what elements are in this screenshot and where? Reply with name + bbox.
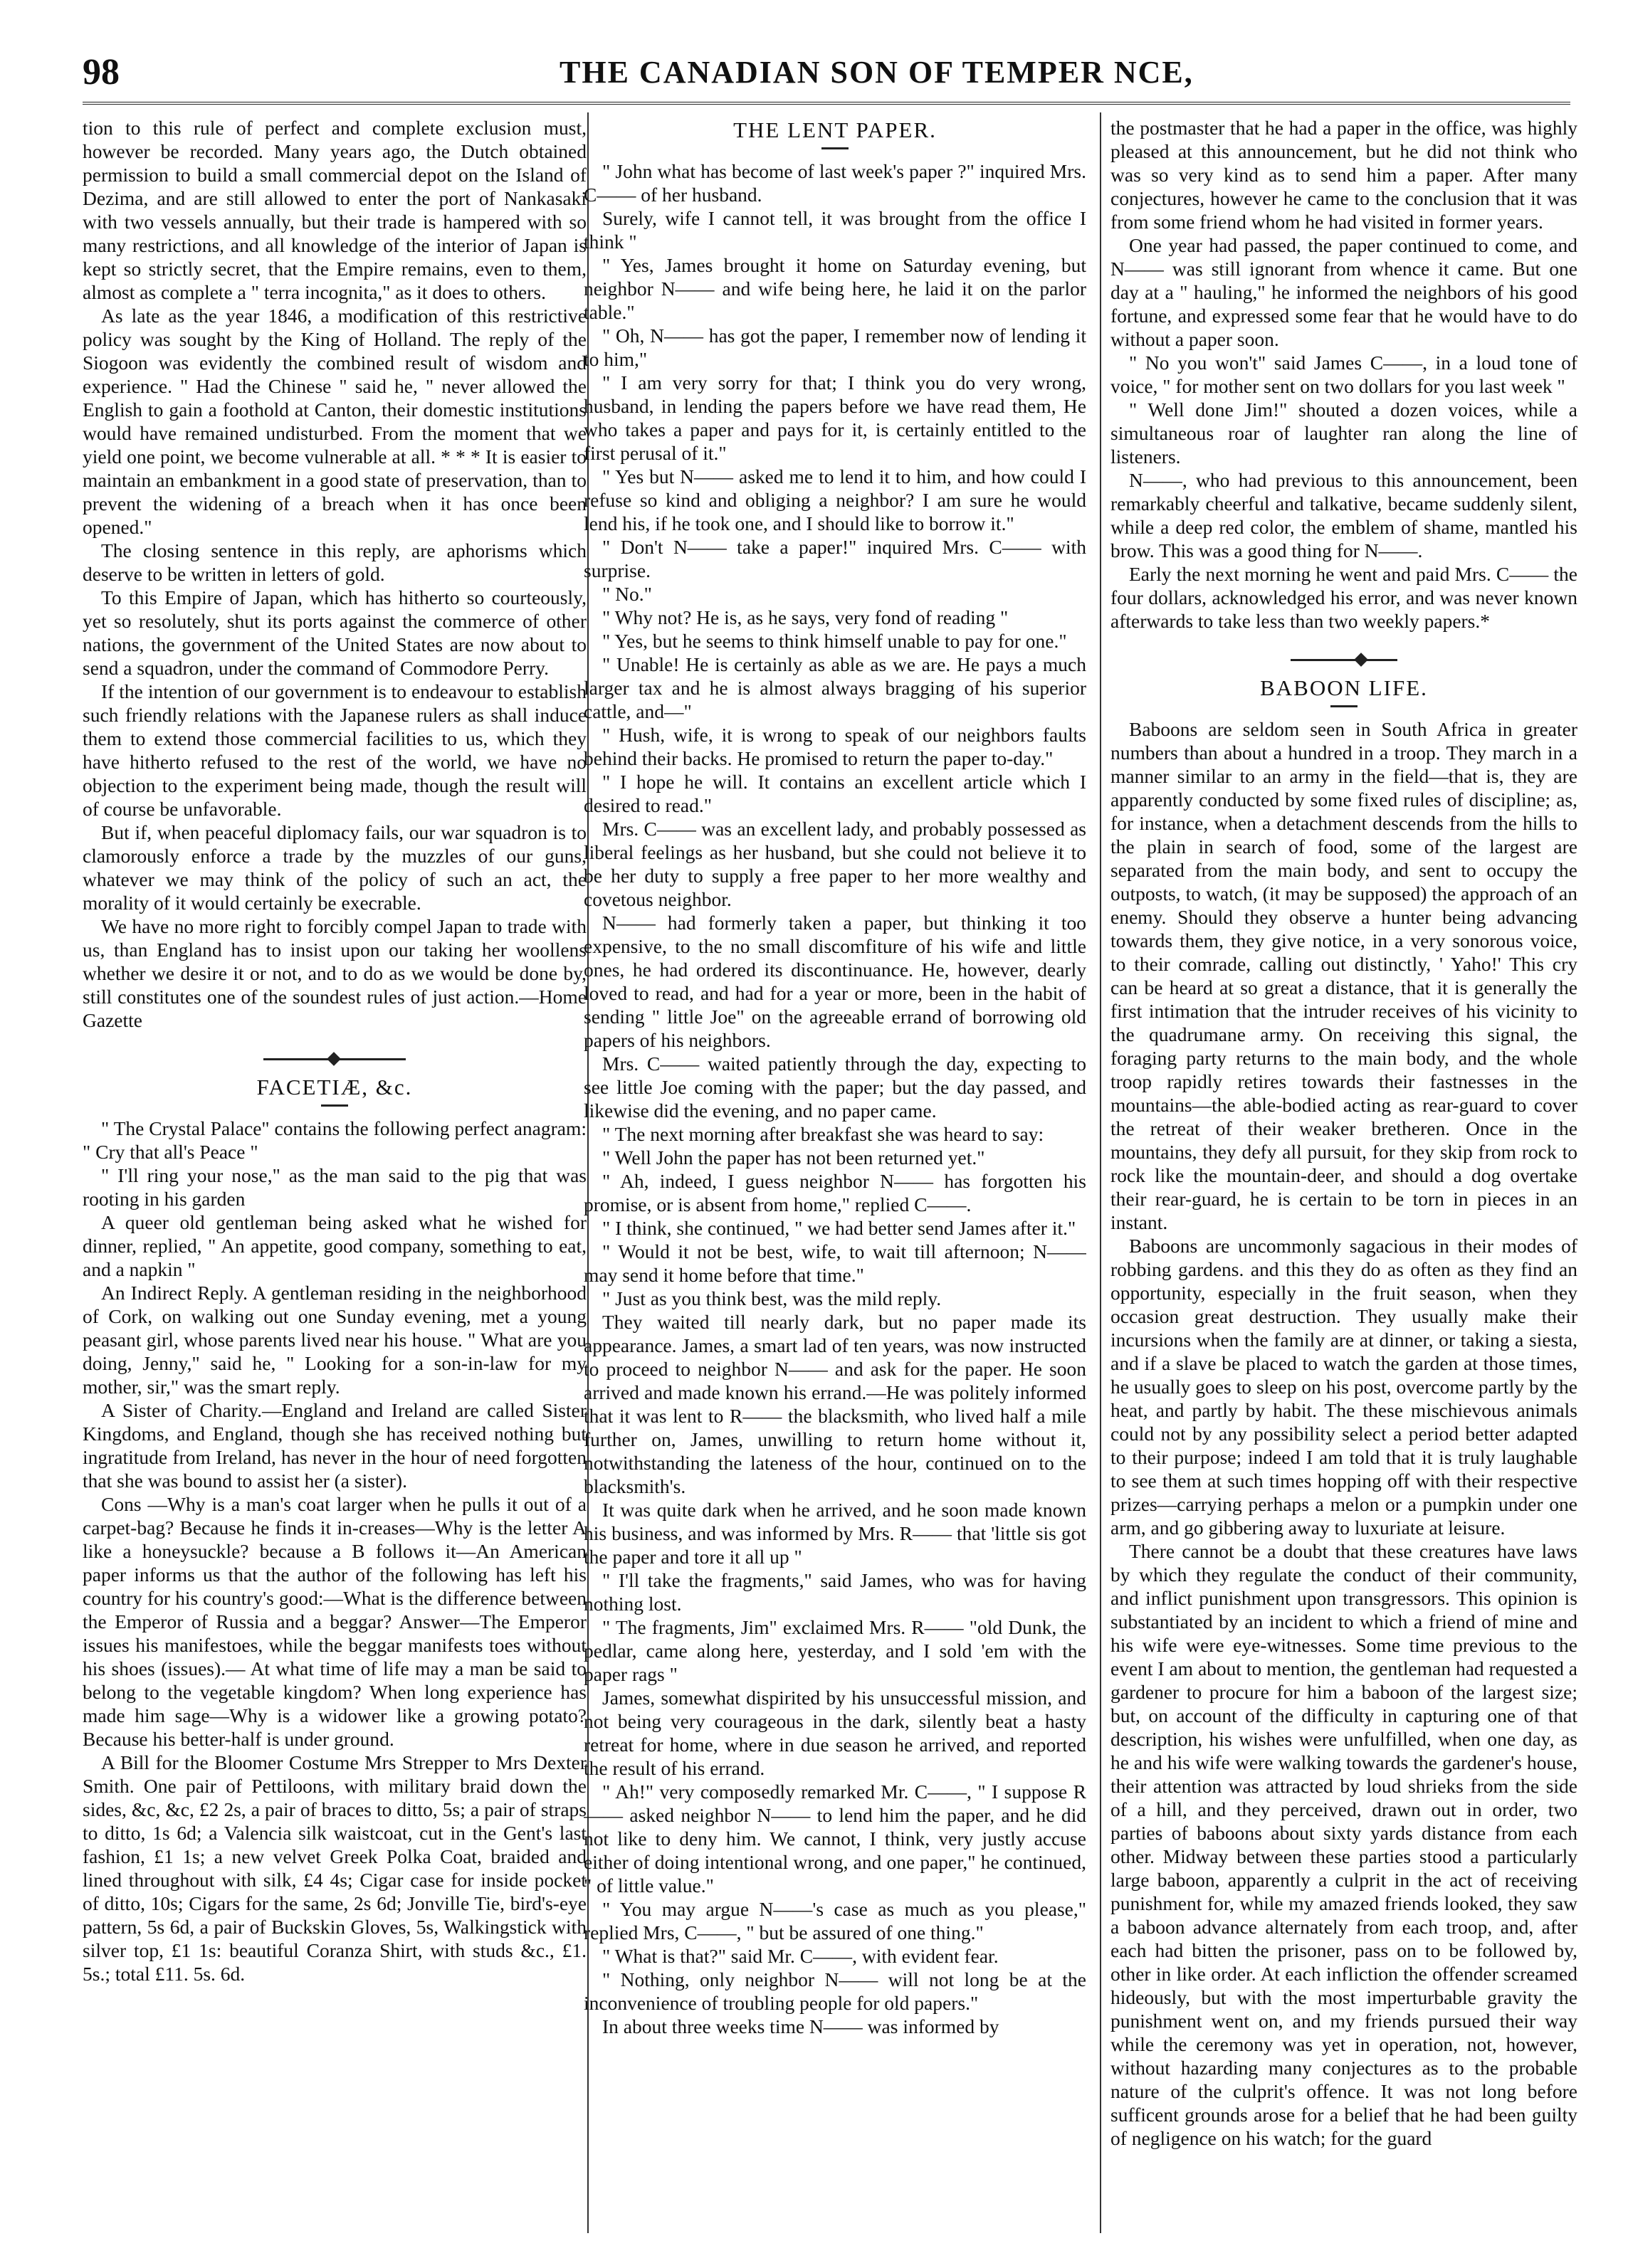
paragraph: It was quite dark when he arrived, and he soon made known his business, and was informed by Mrs. R—— that 'little sis got the paper and tore it all up "	[584, 1499, 1086, 1568]
paragraph: " I'll ring your nose," as the man said to the pig that was rooting in his garden	[83, 1164, 587, 1210]
paragraph: They waited till nearly dark, but no paper made its appearance. James, a smart lad of ten years, was now instructed to proceed to neighbor N—— and ask for the paper. He soon arrived and made known his errand.—He was politely informed that it was lent to R—— the blacksmith, who lived half a mile further on, James, unwilling to return home without it, notwithstanding the lateness of the hour, continued on to the blacksmith's.	[584, 1311, 1086, 1497]
paragraph: " Oh, N—— has got the paper, I remember now of lending it to him,"	[584, 325, 1086, 370]
heading-dash	[1330, 705, 1357, 707]
paragraph: " The fragments, Jim" exclaimed Mrs. R—— "old Dunk, the pedlar, came along here, yesterday, and I sold 'em with the paper rags "	[584, 1616, 1086, 1685]
paragraph: To this Empire of Japan, which has hitherto so courteously, yet so resolutely, shut its ports against the commerce of other nations, the government of the United States are now about to send a squadron, under the command of Commodore Perry.	[83, 586, 587, 679]
paragraph: A Bill for the Bloomer Costume Mrs Strepper to Mrs Dexter Smith. One pair of Pettiloons, with military braid down the sides, &c, &c, £2 2s, a pair of braces to ditto, 5s; a pair of straps to ditto, 1s 6d; a Valencia silk waistcoat, cut in the Gent's last fashion, £1 1s; a new velvet Greek Polka Coat, braided and lined throughout with silk, £4 4s; Cigar case for inside pocket of ditto, 10s; Cigars for the same, 2s 6d; Jonville Tie, bird's-eye pattern, 5s 6d, a pair of Buckskin Gloves, 5s, Walkingstick with silver top, £1 1s: beautiful Coranza Shirt, with studs &c., £1. 5s.; total £11. 5s. 6d.	[83, 1751, 587, 1985]
column-1	[83, 116, 587, 2237]
paragraph: " Ah!" very composedly remarked Mr. C——, " I suppose R—— asked neighbor N—— to lend him the paper, and he did not like to deny him. We cannot, I think, very justly accuse either of doing intentional wrong, and one paper," he continued, " of little value."	[584, 1781, 1086, 1897]
paragraph: " Just as you think best, was the mild reply.	[602, 1287, 942, 1309]
paragraph: " The next morning after breakfast she was heard to say:	[602, 1123, 1044, 1145]
paragraph: " Would it not be best, wife, to wait till afternoon; N—— may send it home before that time."	[584, 1240, 1086, 1286]
paragraph: James, somewhat dispirited by his unsuccessful mission, and not being very courageous in the dark, silently beat a hasty retreat for home, where in due season he arrived, and reported the result of his errand.	[584, 1687, 1086, 1779]
paragraph: " I think, she continued, " we had better send James after it."	[602, 1217, 1076, 1239]
paragraph: Baboons are seldom seen in South Africa in greater numbers than about a hundred in a troop. They march in a manner similar to an army in the field—that is, they are apparently conducted by some fixed rules of discipline; as, for instance, when a detachment descends from the hills to the plain in search of food, some of the largest are separated from the main body, and sent to occupy the outposts, to watch, (it may be supposed) the approach of an enemy. Should they observe a hunter being advancing towards them, they give notice, in a very sonorous voice, to their comrade, calling out distinctly, ' Yaho!' This cry can be heard at so great a distance, that it is generally the first intimation that the intruder receives of his vicinity to the quadrumane army. On receiving this signal, the foraging party returns to the main body, and the whole troop rapidly retires towards their fastnesses in the mountains—the able-bodied acting as rear-guard to cover the retreat of their weaker bretheren. Once in the mountains, they defy all pursuit, for they skip from rock to rock like the mountain-deer, and should a dog overtake their rear-guard, he is certain to be torn in pieces in an instant.	[1110, 718, 1577, 1233]
paragraph: Mrs. C—— was an excellent lady, and probably possessed as liberal feelings as her husband, but she could not believe it to be her duty to supply a free paper to her more wealthy and covetous neighbor.	[584, 818, 1086, 910]
paragraph: tion to this rule of perfect and complete exclusion must, however be recorded. Many years ago, the Dutch obtained permission to build a small commercial depot on the Island of Dezima, and are still allowed to enter the port of Nankasaki with two vessels annually, but their trade is hampered with so many restrictions, and all knowledge of the interior of Japan is kept so strictly secret, that the Empire remains, even to them, almost as complete a " terra incognita," as it does to others.	[83, 117, 587, 303]
paragraph: " Yes but N—— asked me to lend it to him, and how could I refuse so kind and obliging a neighbor? I am sure he would lend his, if he took one, and I should like to borrow it."	[584, 465, 1086, 534]
paragraph: We have no more right to forcibly compel Japan to trade with us, than England has to insist upon our taking her woollens whether we desire it or not, and to do as we would be done by, still constitutes one of the soundest rules of just action.—Home Gazette	[83, 915, 587, 1031]
paragraph: Mrs. C—— waited patiently through the day, expecting to see little Joe coming with the paper; but the day passed, and likewise did the evening, and no paper came.	[584, 1053, 1086, 1122]
baboon-life-heading: BABOON LIFE.	[1260, 675, 1428, 700]
section-separator	[1291, 654, 1397, 665]
paragraph: " You may argue N——'s case as much as you please," replied Mrs, C——, " but be assured of one thing."	[584, 1898, 1086, 1943]
section-separator	[263, 1053, 406, 1065]
paragraph: " I'll take the fragments," said James, who was for having nothing lost.	[584, 1569, 1086, 1615]
paragraph: N——, who had previous to this announcement, been remarkably cheerful and talkative, became suddenly silent, while a deep red color, the emblem of shame, mantled his brow. This was a good thing for N——.	[1110, 469, 1577, 561]
paragraph: A Sister of Charity.—England and Ireland are called Sister Kingdoms, and England, though she has received nothing but ingratitude from Ireland, has never in the hour of need forgotten that she was bound to assist her (a sister).	[83, 1399, 587, 1492]
paragraph: " Don't N—— take a paper!" inquired Mrs. C—— with surprise.	[584, 536, 1086, 581]
header-rule	[83, 102, 1570, 105]
paragraph: But if, when peaceful diplomacy fails, our war squadron is to clamorously enforce a trade by the muzzles of our guns, whatever we may think of the policy of such an act, the morality of it would certainly be execrable.	[83, 821, 587, 914]
paragraph: Early the next morning he went and paid Mrs. C—— the four dollars, acknowledged his error, and was never known afterwards to take less than two weekly papers.*	[1110, 563, 1577, 632]
paragraph: As late as the year 1846, a modification of this restrictive policy was sought by the King of Holland. The reply of the Siogoon was evidently the combined result of wisdom and experience. " Had the Chinese " said he, " never allowed the English to gain a foothold at Canton, their domestic institutions would have remained undisturbed. From the moment that we yield one point, we become vulnerable at all. * * * It is easier to maintain an embankment in a good state of preservation, than to prevent the widening of a breach when it has once been opened."	[83, 305, 587, 538]
column-3	[1110, 116, 1577, 2237]
newspaper-title: THE CANADIAN SON OF TEMPER NCE,	[560, 55, 1194, 90]
lent-paper-heading: THE LENT PAPER.	[733, 117, 937, 142]
column-divider	[1100, 112, 1101, 2233]
paragraph: " Well done Jim!" shouted a dozen voices, while a simultaneous roar of laughter ran along the line of listeners.	[1110, 399, 1577, 468]
paragraph: " Hush, wife, it is wrong to speak of our neighbors faults behind their backs. He promised to return the paper to-day."	[584, 724, 1086, 769]
paragraph: N—— had formerly taken a paper, but thinking it too expensive, to the no small discomfiture of his wife and little ones, he had ordered its discontinuance. He, however, dearly loved to read, and had for a year or more, been in the habit of sending " little Joe" on the agreeable errand of borrowing old papers of his neighbors.	[584, 912, 1086, 1051]
paragraph: " The Crystal Palace" contains the following perfect anagram: " Cry that all's Peace "	[83, 1117, 587, 1163]
paragraph: Baboons are uncommonly sagacious in their modes of robbing gardens. and this they do as often as they find an opportunity, especially in the fruit season, when they occasion great destruction. They usually make their incursions when the family are at dinner, or taking a siesta, and if a slave be placed to watch the garden at those times, he usually goes to sleep on his post, overcome partly by the heat, and partly by habit. The these mischievous animals could not by any possibility select a period better adapted to their purpose; indeed I am told that it is truly laughable to see them at such times hopping off with their respective prizes—carrying perhaps a melon or a pumpkin under one arm, and go gibbering away to luxuriate at leisure.	[1110, 1235, 1577, 1539]
paragraph: If the intention of our government is to endeavour to establish such friendly relations with the Japanese rulers as shall induce them to extend those commercial facilities to us, which they have hitherto refused to the rest of the world, we have no objection to the experiment being made, though the result will of course be unfavorable.	[83, 680, 587, 820]
paragraph: In about three weeks time N—— was informed by	[602, 2015, 999, 2037]
paragraph: " Why not? He is, as he says, very fond of reading "	[602, 606, 1009, 628]
paragraph: " Yes, James brought it home on Saturday evening, but neighbor N—— and wife being here, he laid it on the parlor table."	[584, 254, 1086, 323]
facetiae-heading: FACETIÆ, &c.	[256, 1075, 413, 1099]
paragraph: " Ah, indeed, I guess neighbor N—— has forgotten his promise, or is absent from home," replied C——.	[584, 1170, 1086, 1215]
paragraph: Surely, wife I cannot tell, it was brought from the office I think "	[584, 207, 1086, 253]
paragraph: " John what has become of last week's paper ?" inquired Mrs. C—— of her husband.	[584, 160, 1086, 206]
paragraph: the postmaster that he had a paper in the office, was highly pleased at this announcement, but he did not think who was so very kind as to send him a paper. After many conjectures, however he came to the conclusion that it was from some friend whom he had visited in former years.	[1110, 117, 1577, 233]
heading-dash	[821, 147, 849, 149]
page-header	[83, 51, 1570, 97]
paragraph: A queer old gentleman being asked what he wished for dinner, replied, " An appetite, good company, something to eat, and a napkin "	[83, 1211, 587, 1280]
paragraph: One year had passed, the paper continued to come, and N—— was still ignorant from whence it came. But one day at a " hauling," he informed the neighbors of his good fortune, and expressed some fear that he would have to do without a paper soon.	[1110, 234, 1577, 350]
paragraph: " I am very sorry for that; I think you do very wrong, husband, in lending the papers before we have read them, He who takes a paper and pays for it, is certainly entitled to the first perusal of it."	[584, 371, 1086, 464]
paragraph: The closing sentence in this reply, are aphorisms which deserve to be written in letters of gold.	[83, 539, 587, 585]
heading-dash	[321, 1104, 348, 1107]
paragraph: " I hope he will. It contains an excellent article which I desired to read."	[584, 771, 1086, 816]
paragraph: " No."	[602, 583, 652, 605]
paragraph: Cons —Why is a man's coat larger when he pulls it out of a carpet-bag? Because he finds it in-creases—Why is the letter A like a honeysuckle? because a B follows it—An American paper informs us that the author of the following has left his country for his country's good:—What is the difference between the Emperor of Russia and a beggar? Answer—The Emperor issues his manifestoes, while the beggar manifests toes without his shoes (issues).— At what time of life may a man be said to belong to the vegetable kingdom? When long experience has made him sage—Why is a widower like a growing potato? Because his better-half is under ground.	[83, 1493, 587, 1750]
page-number: 98	[83, 52, 120, 93]
paragraph: " No you won't" said James C——, in a loud tone of voice, " for mother sent on two dollars for you last week "	[1110, 352, 1577, 397]
paragraph: " Unable! He is certainly as able as we are. He pays a much larger tax and he is almost always bragging of his superior cattle, and—"	[584, 653, 1086, 722]
paragraph: " Yes, but he seems to think himself unable to pay for one."	[602, 630, 1067, 652]
paragraph: An Indirect Reply. A gentleman residing in the neighborhood of Cork, on walking out one Sunday evening, met a young peasant girl, whose parents lived near his house. " What are you doing, Jenny," said he, " Looking for a son-in-law for my mother, sir," was the smart reply.	[83, 1282, 587, 1398]
paragraph: " Nothing, only neighbor N—— will not long be at the inconvenience of troubling people for old papers."	[584, 1968, 1086, 2014]
paragraph: " What is that?" said Mr. C——, with evident fear.	[602, 1945, 999, 1967]
paragraph: " Well John the paper has not been returned yet."	[602, 1146, 985, 1169]
column-2	[584, 116, 1086, 2237]
paragraph: There cannot be a doubt that these creatures have laws by which they regulate the conduct of their community, and inflict punishment upon transgressors. This opinion is substantiated by an incident to which a friend of mine and his wife were eye-witnesses. Some time previous to the event I am about to mention, the gentleman had requested a gardener to procure for him a baboon of the largest size; but, on account of the difficulty in capturing one of that description, his wishes were unfulfilled, when one day, as he and his wife were walking towards the gardener's house, their attention was attracted by loud shrieks from the side of a hill, and they perceived, drawn out in order, two parties of baboons about sixty yards distance from each other. Midway between these parties stood a particularly large baboon, apparently a culprit in the act of receiving punishment for, while my amazed friends looked, they saw a baboon advance alternately from each troop, and, after each had bitten the prisoner, pass on to be followed by, other in like order. At each infliction the offender screamed hideously, but with the most imperturbable gravity the punishment went on, and my friends pursued their way while the ceremony was yet in operation, not, however, without hazarding many conjectures as to the probable nature of the culprit's offence. It was not long before sufficent grounds arose for a belief that he had been guilty of negligence on his watch; for the guard	[1110, 1540, 1577, 2149]
